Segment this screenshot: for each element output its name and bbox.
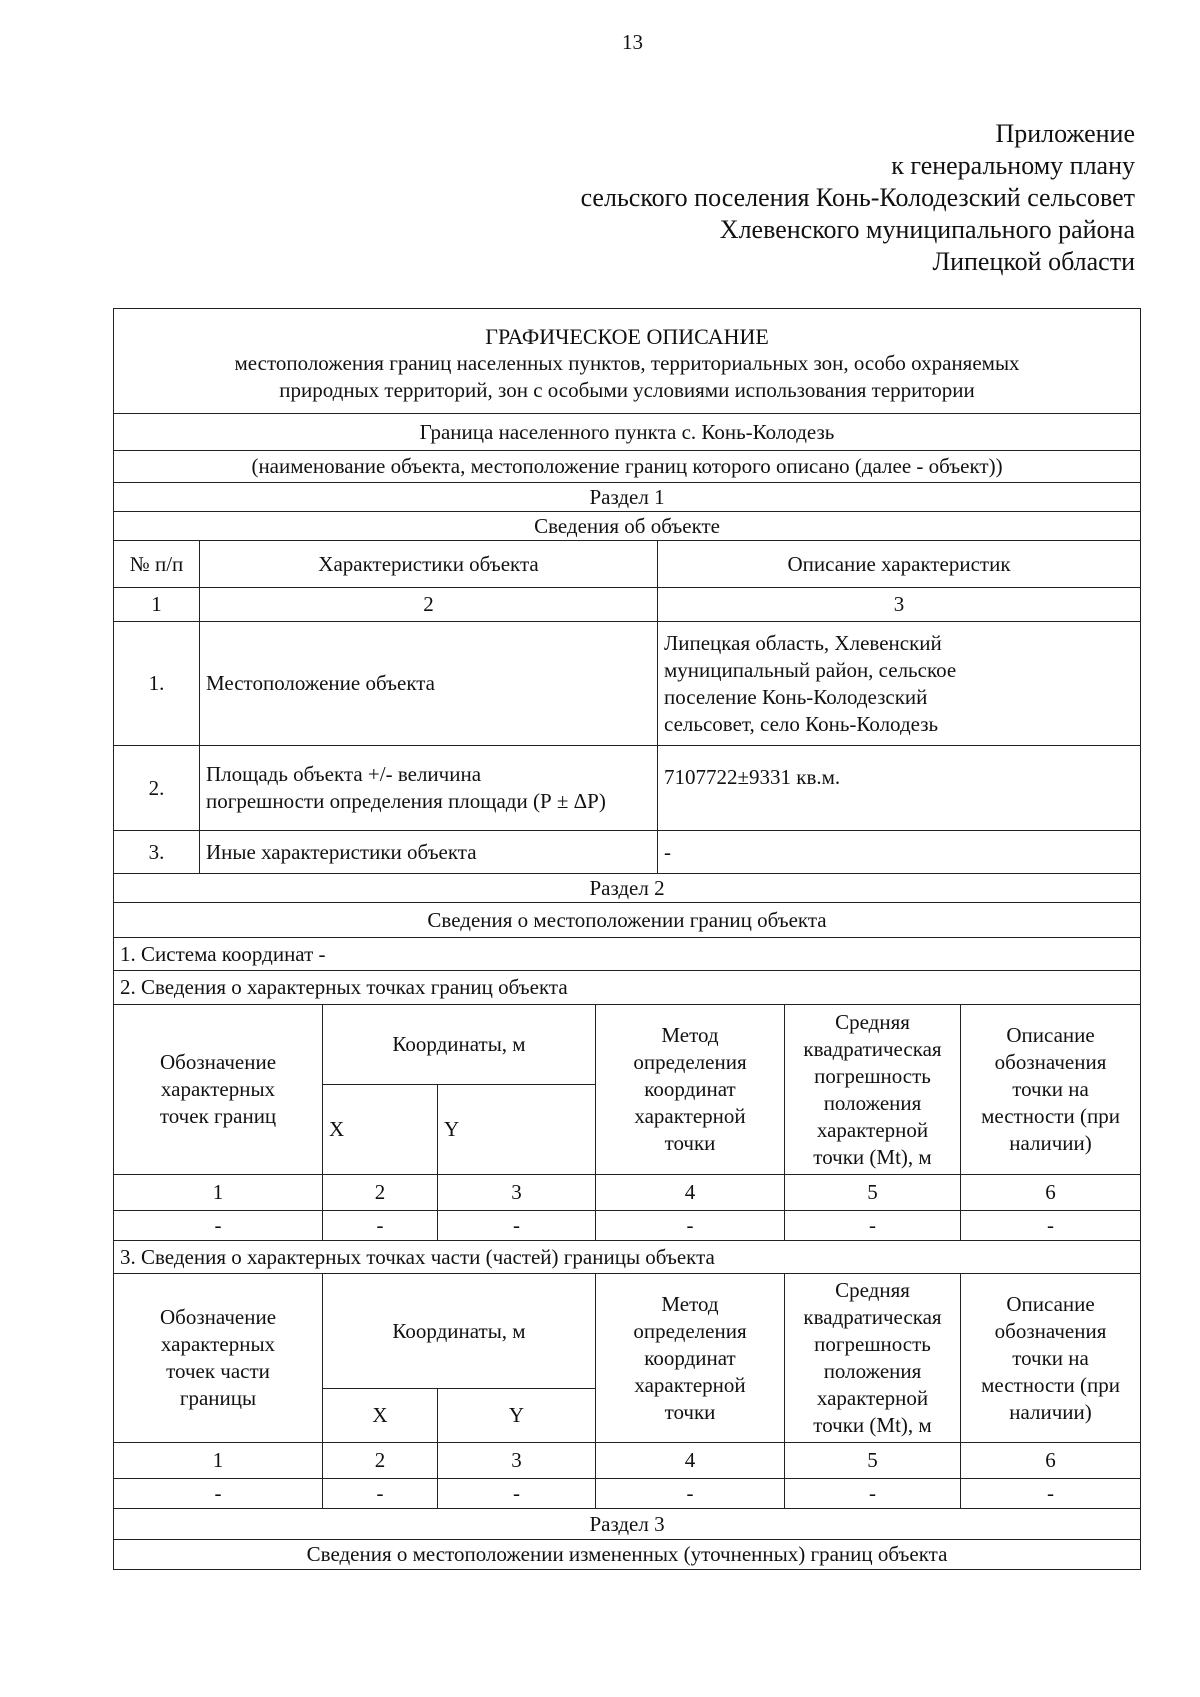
points-cell: - — [114, 1211, 323, 1241]
column-number: 3 — [438, 1175, 596, 1211]
header-line: характерных — [160, 1077, 276, 1101]
section1-row-location — [114, 622, 1141, 746]
parts-cell: - — [438, 1479, 596, 1509]
header-line: точки на — [1012, 1077, 1089, 1101]
section2-title-row — [114, 874, 1141, 903]
parts-data-row — [114, 1479, 1141, 1509]
header-line: характерной — [634, 1104, 746, 1128]
points-coords-header: Координаты, м — [323, 1005, 596, 1085]
description-line: поселение Конь-Колодезский — [664, 684, 928, 709]
parts-column-numbers — [114, 1443, 1141, 1479]
section1-row-area — [114, 746, 1141, 831]
row-number: 2. — [114, 746, 200, 831]
points-y-header: Y — [438, 1085, 596, 1175]
col-description-header: Описание характеристик — [658, 541, 1141, 588]
points-data-row — [114, 1211, 1141, 1241]
header-line: характерной — [634, 1372, 746, 1397]
header-line: погрешность — [814, 1332, 931, 1356]
form-header — [114, 309, 1141, 414]
description-line: сельсовет, село Конь-Колодезь — [664, 711, 939, 736]
points-cell: - — [438, 1211, 596, 1241]
row-number: 1. — [114, 622, 200, 746]
appendix-line: Приложение — [995, 119, 1135, 148]
parts-cell: - — [785, 1479, 961, 1509]
appendix-line: Хлевенского муниципального района — [719, 215, 1135, 244]
column-number: 3 — [658, 588, 1141, 622]
section1-title-row — [114, 483, 1141, 512]
form-title: ГРАФИЧЕСКОЕ ОПИСАНИЕ — [485, 323, 769, 349]
column-number: 1 — [114, 588, 200, 622]
description-line: Липецкая область, Хлевенский — [664, 630, 942, 655]
appendix-line: Липецкой области — [932, 247, 1135, 276]
header-line: погрешность — [814, 1063, 931, 1088]
form-subtitle-line: природных территорий, зон с особыми условиями использования территории — [279, 377, 975, 402]
parts-cell: - — [961, 1479, 1141, 1509]
header-line: Средняя — [835, 1009, 910, 1034]
column-number: 1 — [114, 1443, 323, 1479]
appendix-block — [581, 118, 1135, 278]
points-method-header — [596, 1005, 785, 1175]
characteristic-name — [200, 746, 658, 831]
column-number: 4 — [596, 1175, 785, 1211]
header-line: Метод — [661, 1023, 719, 1047]
object-caption-row — [114, 451, 1141, 483]
appendix-line: сельского поселения Конь-Колодезский сельсовет — [580, 183, 1135, 212]
section3-subtitle-row — [114, 1540, 1141, 1570]
header-line: границы — [179, 1386, 257, 1410]
parts-cell: - — [596, 1479, 785, 1509]
header-line: местности (при — [981, 1372, 1120, 1397]
header-line: координат — [644, 1345, 736, 1370]
header-line: определения — [633, 1318, 747, 1343]
points-header-row — [114, 1005, 1141, 1085]
form-subtitle-line: местоположения границ населенных пунктов, территориальных зон, особо охраняемых — [234, 350, 1020, 375]
form-header-row — [114, 309, 1141, 414]
header-line: определения — [633, 1050, 747, 1074]
section1-title: Раздел 1 — [114, 483, 1141, 512]
section1-subtitle: Сведения об объекте — [114, 512, 1141, 541]
header-line: характерной — [816, 1117, 929, 1142]
object-caption: (наименование объекта, местоположение границ которого описано (далее - объект)) — [114, 451, 1141, 483]
header-line: квадратическая — [803, 1305, 942, 1329]
characteristic-name — [200, 622, 658, 746]
header-line: Обозначение — [159, 1050, 277, 1074]
section3-title-row — [114, 1509, 1141, 1540]
parts-y-header: Y — [438, 1389, 596, 1443]
column-number: 5 — [785, 1175, 961, 1211]
object-name: Граница населенного пункта с. Конь-Колодезь — [114, 414, 1141, 451]
characteristic-name — [200, 831, 658, 874]
coord-system: 1. Система координат - — [114, 938, 1141, 971]
section3-title: Раздел 3 — [114, 1509, 1141, 1540]
parts-description-header — [961, 1274, 1141, 1443]
description-line: муниципальный район, сельское — [664, 657, 957, 682]
header-line: наличии) — [1009, 1399, 1092, 1424]
characteristic-line: Площадь объекта +/- величина — [206, 762, 482, 786]
characteristic-description — [658, 831, 1141, 874]
points-cell: - — [785, 1211, 961, 1241]
header-line: точки — [664, 1131, 716, 1155]
points-error-header — [785, 1005, 961, 1175]
characteristic-line: Иные характеристики объекта — [206, 839, 477, 864]
points-designation-header — [114, 1005, 323, 1175]
column-number: 6 — [961, 1443, 1141, 1479]
section1-header-row — [114, 541, 1141, 588]
object-name-row — [114, 414, 1141, 451]
section2-title: Раздел 2 — [114, 874, 1141, 903]
header-line: местности (при — [981, 1104, 1120, 1128]
characteristic-line: погрешности определения площади (Р ± ΔР) — [206, 789, 606, 813]
column-number: 3 — [438, 1443, 596, 1479]
graphic-description-form — [113, 308, 1140, 1570]
page-number: 13 — [622, 30, 643, 54]
column-number: 2 — [323, 1443, 438, 1479]
characteristic-line: Местоположение объекта — [206, 671, 436, 695]
column-number: 6 — [961, 1175, 1141, 1211]
header-line: точки на — [1012, 1345, 1089, 1370]
section3-subtitle: Сведения о местоположении измененных (уточненных) границ объекта — [114, 1540, 1141, 1570]
header-line: координат — [644, 1077, 736, 1101]
header-line: точки (Mt), м — [813, 1144, 932, 1169]
form-table — [113, 308, 1141, 1570]
column-number: 4 — [596, 1443, 785, 1479]
section1-row-other — [114, 831, 1141, 874]
description-line: - — [664, 839, 671, 864]
header-line: положения — [823, 1359, 922, 1383]
points-cell: - — [323, 1211, 438, 1241]
parts-header-row — [114, 1274, 1141, 1389]
points-cell: - — [961, 1211, 1141, 1241]
header-line: точки (Mt), м — [813, 1413, 932, 1437]
column-number: 2 — [200, 588, 658, 622]
header-line: точек границ — [159, 1104, 277, 1128]
col-number-header: № п/п — [114, 541, 200, 588]
col-characteristic-header: Характеристики объекта — [200, 541, 658, 588]
column-number: 5 — [785, 1443, 961, 1479]
section1-column-numbers — [114, 588, 1141, 622]
section2-subtitle: Сведения о местоположении границ объекта — [114, 903, 1141, 938]
parts-title: 3. Сведения о характерных точках части (частей) границы объекта — [114, 1241, 1141, 1274]
parts-x-header: X — [323, 1389, 438, 1443]
description-line: 7107722±9331 кв.м. — [664, 765, 841, 789]
header-line: точки — [664, 1399, 716, 1424]
parts-designation-header — [114, 1274, 323, 1443]
points-column-numbers — [114, 1175, 1141, 1211]
row-number: 3. — [114, 831, 200, 874]
characteristic-description — [658, 746, 1141, 831]
header-line: Описание — [1006, 1023, 1095, 1047]
section1-subtitle-row — [114, 512, 1141, 541]
points-x-header: X — [323, 1085, 438, 1175]
header-line: обозначения — [994, 1318, 1107, 1343]
header-line: точек части — [166, 1359, 270, 1383]
points-description-header — [961, 1005, 1141, 1175]
parts-title-row — [114, 1241, 1141, 1274]
header-line: Метод — [661, 1291, 719, 1316]
section2-subtitle-row — [114, 903, 1141, 938]
parts-coords-header: Координаты, м — [323, 1274, 596, 1389]
coord-system-row — [114, 938, 1141, 971]
column-number: 1 — [114, 1175, 323, 1211]
points-cell: - — [596, 1211, 785, 1241]
header-line: Описание — [1006, 1291, 1095, 1316]
header-line: положения — [823, 1090, 922, 1115]
points-title-row — [114, 971, 1141, 1005]
parts-error-header — [785, 1274, 961, 1443]
parts-cell: - — [114, 1479, 323, 1509]
header-line: квадратическая — [803, 1036, 942, 1061]
parts-cell: - — [323, 1479, 438, 1509]
appendix-line: к генеральному плану — [891, 151, 1135, 180]
header-line: Обозначение — [159, 1305, 277, 1329]
points-title: 2. Сведения о характерных точках границ объекта — [114, 971, 1141, 1005]
parts-method-header — [596, 1274, 785, 1443]
header-line: Средняя — [835, 1278, 910, 1302]
header-line: характерных — [160, 1332, 276, 1356]
column-number: 2 — [323, 1175, 438, 1211]
header-line: обозначения — [994, 1050, 1107, 1074]
characteristic-description — [658, 622, 1141, 746]
header-line: характерной — [816, 1386, 929, 1410]
header-line: наличии) — [1009, 1131, 1092, 1155]
